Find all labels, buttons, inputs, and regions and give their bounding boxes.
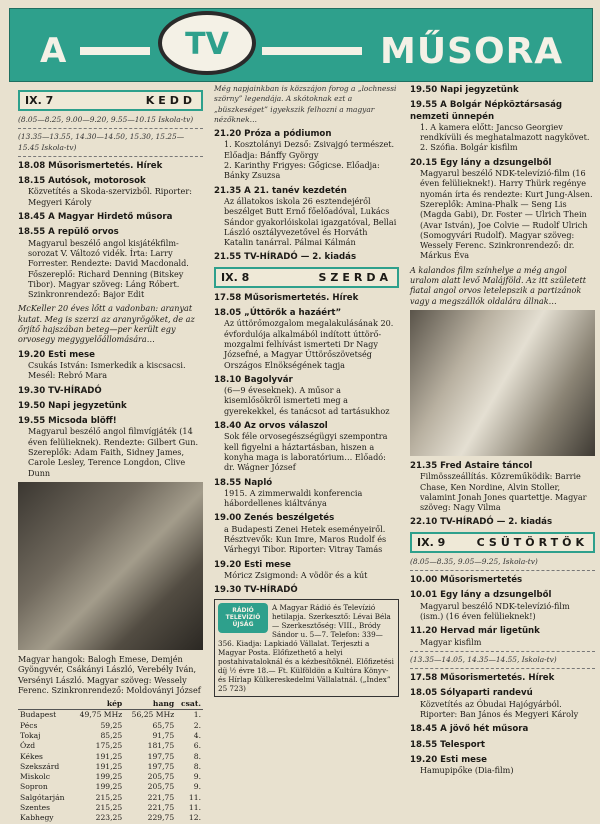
program-item — [410, 589, 595, 621]
program-details: Az úttörőmozgalom megalakulásának 20. évfordulója alkalmából indított úttörő-mozgalmi felhívást ismerteti Dr Nagy Józsefné, a Magyar Úttörőszövetség Országos Elnökségének tagja — [224, 318, 394, 370]
program-details: Magyar kisfilm — [420, 636, 482, 647]
table-cell: Salgótarján — [20, 792, 65, 802]
program-title: 19.20 Esti mese — [18, 349, 95, 360]
program-details: 2. Karinthy Frigyes: Gőgicse. Előadja: Bánky Zsuzsa — [224, 160, 380, 181]
table-row — [18, 803, 203, 813]
school-tv-note: (8.05—8.25, 9.00—9.20, 9.55—10.15 Iskola-tv) — [18, 115, 194, 124]
table-cell: 9. — [193, 782, 201, 792]
table-cell: 191,25 — [95, 751, 123, 761]
program-details: Magyarul beszélő angol filmvígjáték (14 éven felülieknek). Rendezte: Gilbert Gun. Szereplők: Adam Faith, Sidney James, Carole Lesley, Terence Longdon, Clive Dunn — [28, 426, 199, 478]
table-row — [18, 762, 203, 772]
program-title: 19.55 Micsoda blöff! — [18, 416, 117, 427]
program-details: Közvetítés az Óbudai Hajógyárból. Riporter: Ban János és Megyeri Károly — [420, 698, 579, 719]
table-cell: Pécs — [20, 720, 38, 730]
program-details: McKeller 20 éves lőtt a vadonban: aranyat kutat. Meg is szerzi az aranyrögöket, de az őrjítő hajszában beteg—per került egy orvosegy megygyelőállomására… — [18, 303, 195, 345]
table-row — [18, 731, 203, 741]
program-list — [410, 84, 595, 306]
table-cell: Szekszárd — [20, 761, 60, 771]
table-row — [18, 741, 203, 751]
film-photo — [18, 482, 203, 650]
table-cell: 221,75 — [147, 803, 175, 813]
program-title: 17.58 Műsorismertetés. Hírek — [410, 673, 555, 684]
table-cell: 181,75 — [147, 741, 175, 751]
table-cell: 11. — [188, 803, 201, 813]
program-details: 1. A kamera előtt: Jancso Georgiev rendkívüli és meghatalmazott nagykövet. 2. Szófia. Bolgár kisfilm — [420, 121, 590, 153]
program-title: 18.08 Műsorismertetés. Hírek — [18, 160, 163, 171]
program-details: 1915. A zimmerwaldi konferencia hábordellenes kiáltványa — [224, 487, 363, 509]
program-item — [214, 251, 399, 262]
divider — [410, 651, 595, 652]
program-item — [214, 292, 399, 303]
school-tv-note: (13.35—14.05, 14.35—14.55, Iskola-tv) — [410, 654, 557, 664]
table-cell: Kabhegy — [20, 813, 54, 823]
table-cell: 205,75 — [147, 772, 175, 782]
table-row — [18, 710, 203, 721]
table-body — [18, 710, 203, 824]
table-cell: Tokaj — [20, 730, 41, 740]
day-header — [18, 90, 203, 111]
program-details: Az állatokos iskola 26 esztendejéről beszélget Butt Ernő főelőadóval, Lukács Sándor gyakorlóiskolai igazgatóval, Bellai László osztályvezetővel és Horváth Katalin tanárral. Pálmai Kálmán — [224, 195, 397, 248]
program-item — [214, 477, 399, 509]
program-title: 19.50 Napi jegyzetünk — [18, 400, 127, 411]
program-list — [410, 460, 595, 528]
program-title: 19.55 A Bolgár Népköztársaság nemzeti ünnepén — [410, 100, 563, 122]
program-list — [410, 574, 595, 647]
program-item — [18, 160, 203, 171]
film-photo — [410, 310, 595, 456]
program-item — [214, 584, 399, 595]
table-cell: 199,25 — [95, 782, 123, 792]
divider — [410, 668, 595, 669]
program-item — [214, 307, 399, 370]
program-item — [18, 415, 203, 478]
program-item — [18, 175, 203, 207]
program-title: 18.45 A Magyar Hirdető műsora — [18, 212, 173, 223]
program-title: 10.01 Egy lány a dzsungelből — [410, 590, 552, 601]
column-thursday — [410, 84, 595, 779]
program-details: Magyarul beszélő NDK-televízió-film (16 éven felülieknek!). Harry Thürk regénye nyomán írta és rendezte: Kurt Jung-Alsen. Szereplők: Amina-Phalk — Seng Lis (Magda Gabi), Dr. Foster — Ulrich Thein (Avar István), Joe Colvie — Rudolf Ulrich (Somogyvári Rudolf). Magyar szöveg: Wessely Ferenc. Szinkronrendező: dr. Márkus Éva — [420, 168, 593, 261]
imprint-text: A Magyar Rádió és Televízió hetilapja. Szerkesztő: Lévai Béla — Szerkesztőség: VIII., Bródy Sándor u. 5—7. Telefon: 339—356. Kiadja: Lapkiadó Vállalat. Terjeszti a Magyar Posta. Előfizethető a helyi postahivataloknál és a kézbesítőknél. Előfizetési díj ½ évre 18.— Ft. Külföldön a Kultúra Könyv- és Hírlap Külkereskedelmi Vállalatnál. („Index” 25 723) — [218, 603, 394, 694]
table-cell: 11. — [188, 792, 201, 802]
table-cell: 191,25 — [95, 761, 123, 771]
program-item — [410, 754, 595, 776]
table-row — [18, 782, 203, 792]
table-cell: 223,25 — [95, 813, 123, 823]
program-item — [18, 226, 203, 299]
column-header — [18, 699, 72, 710]
table-cell: Kékes — [20, 751, 43, 761]
column-header: kép — [72, 699, 124, 710]
program-title: 10.00 Műsorismertetés — [410, 575, 523, 586]
program-details: 1. Kosztolányi Dezső: Zsivajgó természet. Előadja: Bánffy György — [224, 139, 395, 160]
table-cell: 4. — [193, 730, 201, 740]
table-cell: Ózd — [20, 741, 36, 751]
day-header — [214, 267, 399, 288]
program-item — [410, 265, 595, 306]
column-header: hang — [124, 699, 176, 710]
program-details: Csukás István: Ismerkedik a kiscsacsi. Mesél: Rebró Mara — [28, 359, 186, 381]
program-list — [214, 292, 399, 596]
column-wednesday — [214, 84, 399, 697]
table-cell: Sopron — [20, 782, 48, 792]
program-title: 18.40 Az orvos válaszol — [214, 421, 328, 432]
table-cell: 215,25 — [95, 803, 123, 813]
credits-text: Magyar hangok: Balogh Emese, Demjén Gyöngyvér, Csákányi László, Verebély Iván, Versényi László. Magyar szöveg: Wessely Ferenc. Szinkronrendező: Moldoványi József — [18, 653, 201, 695]
table-cell: 215,25 — [95, 792, 123, 802]
table-cell: 229,75 — [147, 813, 175, 823]
program-title: 19.20 Esti mese — [410, 754, 487, 765]
program-item — [18, 303, 203, 344]
program-item — [18, 400, 203, 411]
program-title: 18.45 A jövő hét műsora — [410, 724, 529, 735]
program-title: 22.10 TV-HÍRADÓ — 2. kiadás — [410, 517, 553, 528]
program-title: 18.05 Sólyaparti randevú — [410, 688, 533, 699]
program-item — [410, 672, 595, 683]
day-date: IX. 8 — [221, 270, 250, 284]
table-cell: 65,75 — [152, 720, 175, 730]
program-title: 18.55 Napló — [214, 477, 273, 488]
school-tv-note: (13.35—13.55, 14.30—14.50, 15.30, 15.25—15.45 Iskola-tv) — [18, 132, 185, 152]
table-cell: 49,75 MHz — [79, 710, 123, 720]
program-details: (6—9 éveseknek). A műsor a kisemlősökről ismerteti meg a gyerekekkel, és tanácsot ad tartásukhoz — [224, 385, 390, 416]
divider — [410, 570, 595, 571]
table-cell: 205,75 — [147, 782, 175, 792]
program-title: 21.35 A 21. tanév kezdetén — [214, 185, 347, 196]
table-cell: 12. — [188, 813, 201, 823]
table-cell: 85,25 — [100, 730, 123, 740]
program-item — [410, 84, 595, 95]
table-cell: 8. — [193, 761, 201, 771]
table-cell: Miskolc — [20, 772, 50, 782]
table-cell: 8. — [193, 751, 201, 761]
program-list — [410, 672, 595, 775]
program-title: 21.20 Próza a pódiumon — [214, 129, 332, 140]
program-title: 18.10 Bagolyvár — [214, 374, 293, 385]
program-title: 19.30 TV-HÍRADÓ — [214, 585, 298, 596]
day-name: KEDD — [145, 94, 196, 107]
program-title: 18.55 Telesport — [410, 739, 486, 750]
table-cell: Szentes — [20, 803, 51, 813]
program-item — [410, 99, 595, 152]
program-details: Filmösszeállítás. Közreműködik: Barrie Chase, Ken Nordine, Alvin Stoller, valamint Jonah Jones quartettje. Magyar szöveg: Nagy Vilma — [420, 471, 587, 513]
masthead-a: A — [40, 31, 68, 71]
day-name: SZERDA — [318, 270, 392, 284]
program-item — [214, 128, 399, 180]
day-header — [410, 532, 595, 553]
divider — [18, 128, 203, 129]
program-item — [410, 157, 595, 261]
table-row — [18, 772, 203, 782]
program-details: Közvetítés a Skoda-szervizből. Riporter: Megyeri Károly — [28, 186, 192, 207]
radio-tv-ujsag-logo: RÁDIÓ TELEVÍZIÓ ÚJSÁG — [218, 603, 268, 633]
table-cell: 197,75 — [147, 751, 175, 761]
table-cell: Budapest — [20, 710, 57, 720]
program-item — [18, 349, 203, 381]
table-cell: 1. — [193, 710, 201, 720]
program-item — [214, 512, 399, 554]
program-item — [410, 739, 595, 750]
table-cell: 221,75 — [147, 792, 175, 802]
program-details: Móricz Zsigmond: A vödör és a kút — [224, 569, 368, 580]
program-item — [18, 211, 203, 222]
program-title: 19.00 Zenés beszélgetés — [214, 513, 335, 524]
program-item — [410, 625, 595, 647]
masthead-rule — [262, 47, 362, 55]
table-cell: 6. — [193, 741, 201, 751]
film-description: Még napjainkban is közszájon forog a „lochnessi szörny” legendája. A skótoknak ezt a „büszkeséget” igyekszik felhozni a magyar nézőknek… — [214, 84, 397, 124]
program-item — [410, 516, 595, 527]
program-title: 18.05 „Úttörők a hazáért” — [214, 308, 342, 319]
masthead-tv: TV — [185, 27, 229, 62]
table-cell: 197,75 — [147, 761, 175, 771]
program-item — [410, 574, 595, 585]
program-item — [214, 185, 399, 248]
program-item — [410, 723, 595, 734]
table-cell: 91,75 — [152, 730, 175, 740]
table-cell: 175,25 — [95, 741, 123, 751]
program-title: 18.55 A repülő orvos — [18, 227, 119, 238]
program-item — [214, 559, 399, 581]
program-details: Magyarul beszélő NDK-televízió-film (ism.) (16 éven felülieknek!) — [420, 600, 570, 621]
program-item — [214, 374, 399, 416]
program-details: Magyarul beszélő angol kisjátékfilm-sorozat V. Változó vidék. Írta: Larry Forrester. Rendezte: David Macdonald. Főszereplő: Richard Denning (Bitskey Tibor). Magyar szöveg: Láng Róbert. Szinkronrendező: Bajor Edit — [28, 237, 189, 300]
program-item — [18, 385, 203, 396]
program-details: A kalandos film színhelye a még angol uralom alatt levő Malájföld. Az itt született fiatal angol orvos letelepszik a partizánok vagy a megszállók oldalára állnak… — [410, 264, 587, 306]
masthead-title: MŰSORA — [380, 31, 564, 72]
masthead — [9, 8, 593, 82]
table-cell: 9. — [193, 772, 201, 782]
table-row — [18, 721, 203, 731]
frequency-table — [18, 699, 203, 824]
masthead-rule — [80, 47, 150, 55]
day-name: CSÜTÖRTÖK — [476, 535, 588, 549]
program-title: 21.35 Fred Astaire táncol — [410, 460, 533, 471]
program-title: 19.20 Esti mese — [214, 559, 291, 570]
program-list — [18, 160, 203, 478]
table-header — [18, 699, 203, 710]
column-tuesday — [18, 86, 203, 824]
program-item — [410, 460, 595, 512]
table-cell: 59,25 — [100, 720, 123, 730]
table-row — [18, 813, 203, 823]
table-cell: 199,25 — [95, 772, 123, 782]
program-item — [214, 420, 399, 472]
program-details: Sok féle orvosegészségügyi szempontra kell figyelni a háztartásban, hiszen a konyha maga is laboratórium… Előadó: dr. Wágner József — [224, 431, 388, 473]
school-tv-note: (8.05—8.35, 9.05—9.25, Iskola-tv) — [410, 556, 538, 566]
program-title: 17.58 Műsorismertetés. Hírek — [214, 292, 359, 303]
program-title: 20.15 Egy lány a dzsungelből — [410, 157, 552, 168]
program-item — [410, 687, 595, 719]
day-date: IX. 9 — [417, 535, 446, 549]
program-title: 19.30 TV-HÍRADÓ — [18, 385, 102, 396]
program-title: 18.15 Autósok, motorosok — [18, 176, 146, 187]
masthead-tv-ring — [158, 11, 256, 75]
program-title: 21.55 TV-HÍRADÓ — 2. kiadás — [214, 252, 357, 263]
program-details: a Budapesti Zenei Hetek eseményeiről. Résztvevők: Kun Imre, Maros Rudolf és Várhegyi Tibor. Riporter: Vitray Tamás — [224, 523, 387, 555]
divider — [18, 156, 203, 157]
imprint-box — [214, 599, 399, 697]
program-title: 19.50 Napi jegyzetünk — [410, 85, 519, 95]
table-cell: 56,25 MHz — [131, 710, 175, 720]
column-header: csat. — [176, 699, 203, 710]
day-date: IX. 7 — [25, 94, 54, 107]
table-row — [18, 752, 203, 762]
program-title: 11.20 Hervad már ligetünk — [410, 626, 540, 637]
table-cell: 2. — [193, 720, 201, 730]
program-list — [214, 128, 399, 263]
program-details: Hamupipőke (Dia-film) — [420, 765, 514, 776]
